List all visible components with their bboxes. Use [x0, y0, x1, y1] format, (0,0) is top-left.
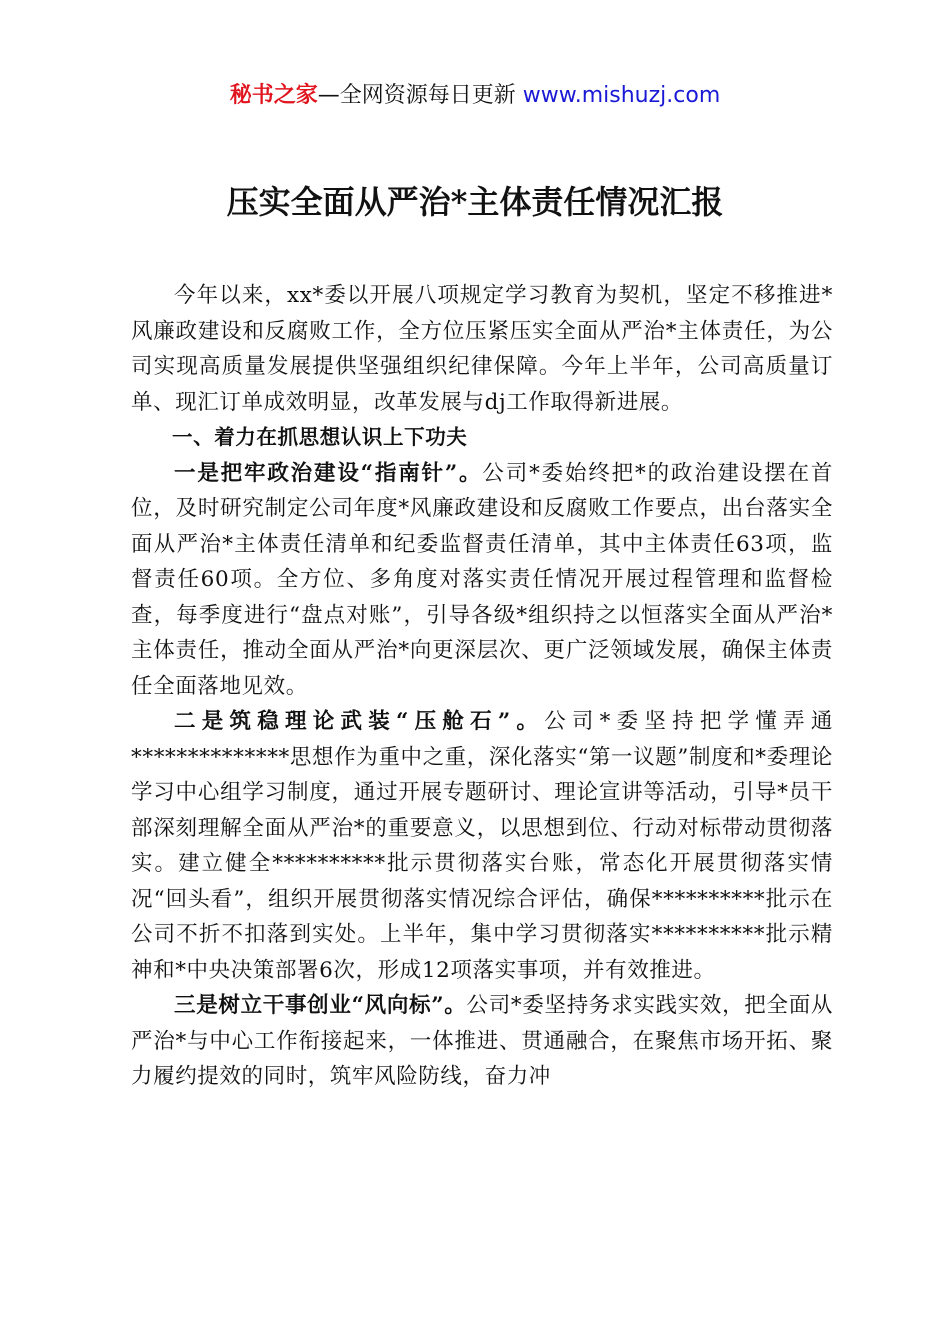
site-brand: 秘书之家	[229, 83, 318, 108]
paragraph-2	[131, 704, 833, 988]
section-heading-1: 一、着力在抓思想认识上下功夫	[172, 425, 468, 449]
paragraph-3	[131, 988, 833, 1095]
document-title: 压实全面从严治*主体责任情况汇报	[226, 183, 724, 221]
paragraph-1	[131, 456, 833, 705]
site-header	[0, 80, 950, 112]
site-slogan: —全网资源每日更新	[317, 83, 516, 108]
document-body	[131, 278, 833, 1095]
intro-paragraph: 今年以来，xx*委以开展八项规定学习教育为契机，坚定不移推进*风廉政建设和反腐败工作，全方位压紧压实全面从严治*主体责任，为公司实现高质量发展提供坚强组织纪律保障。今年上半年，公司高质量订单、现汇订单成效明显，改革发展与dj工作取得新进展。	[131, 283, 833, 415]
site-url-link[interactable]: www.mishuzj.com	[522, 83, 721, 108]
paragraph-2-lead: 二是筑稳理论武装“压舱石”。	[174, 709, 545, 734]
paragraph-3-text: 公司*委坚持务求实践实效，把全面从严治*与中心工作衔接起来，一体推进、贯通融合，在聚焦市场开拓、聚力履约提效的同时，筑牢风险防线，奋力冲	[131, 993, 834, 1089]
paragraph-1-lead: 一是把牢政治建设“指南针”。	[174, 460, 483, 486]
paragraph-2-text: 公司*委坚持把学懂弄通**************思想作为重中之重，深化落实“第一议题”制度和*委理论学习中心组学习制度，通过开展专题研讨、理论宣讲等活动，引导*员干部深刻理解全面从严治*的重要意义，以思想到位、行动对标带动贯彻落实。建立健全**********批示贯彻落实台账，常态化开展贯彻落实情况“回头看”，组织开展贯彻落实情况综合评估，确保**********批示在公司不折不扣落到实处。上半年，集中学习贯彻落实**********批示精神和*中央决策部署6次，形成12项落实事项，并有效推进。	[131, 709, 833, 983]
paragraph-3-lead: 三是树立干事创业“风向标”。	[174, 993, 467, 1018]
paragraph-1-text: 公司*委始终把*的政治建设摆在首位，及时研究制定公司年度*风廉政建设和反腐败工作要点，出台落实全面从严治*主体责任清单和纪委监督责任清单，其中主体责任63项，监督责任60项。全方位、多角度对落实责任情况开展过程管理和监督检查，每季度进行“盘点对账”，引导各级*组织持之以恒落实全面从严治*主体责任，推动全面从严治*向更深层次、更广泛领域发展，确保主体责任全面落地见效。	[131, 460, 833, 699]
